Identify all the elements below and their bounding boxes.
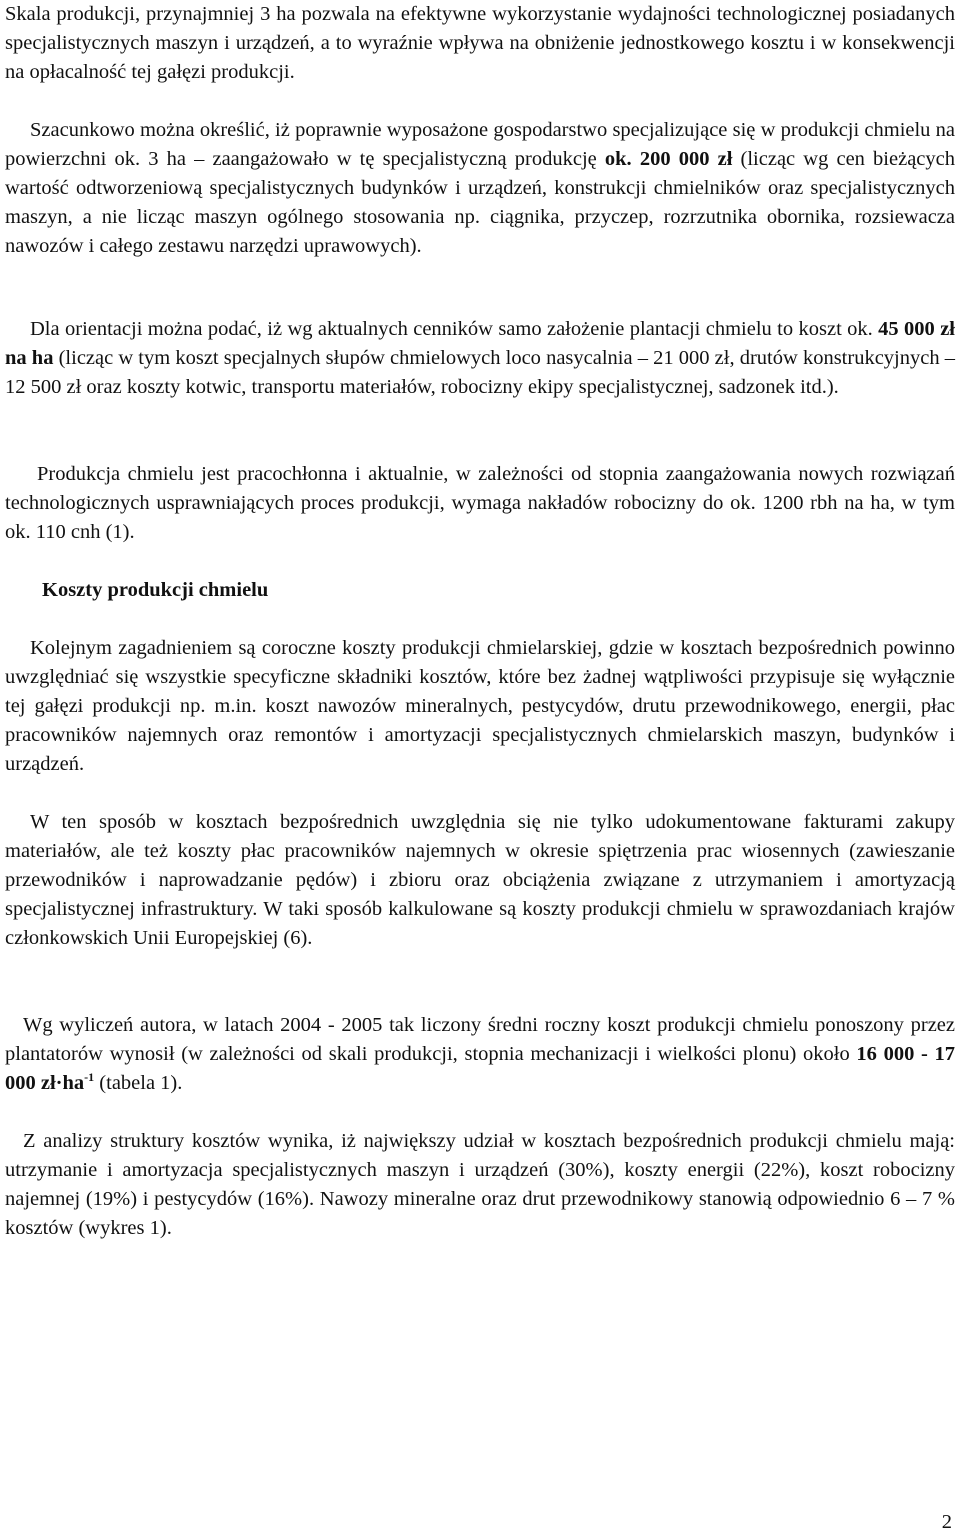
paragraph-investment-text-a: Szacunkowo można określić, iż poprawnie wyposażone gospodarstwo specjalizujące się w produkcji chmielu na powierzchni ok. 3 ha – zaangażowało w tę specjalistyczną produkcję — [5, 119, 955, 170]
paragraph-investment — [5, 116, 955, 261]
paragraph-annual-costs-text: Kolejnym zagadnieniem są coroczne koszty produkcji chmielarskiej, gdzie w kosztach bezpośrednich powinno uwzględniać się wszystkie specyficzne składniki kosztów, które bez żadnej wątpliwości przypisuje się wyłącznie tej gałęzi produkcji np. m.in. koszt nawozów mineralnych, pestycydów, drutu przewodnikowego, energii, płac pracowników najemnych oraz remontów i amortyzacji specjalistycznych chmielarskich maszyn, budynków i urządzeń. — [5, 637, 955, 775]
paragraph-author-text-a: Wg wyliczeń autora, w latach 2004 - 2005 tak liczony średni roczny koszt produkcji chmielu ponoszony przez plantatorów wynosił (w zależności od skali produkcji, stopnia mechanizacji i wielkości plonu) około — [5, 1014, 955, 1065]
paragraph-scale — [5, 0, 955, 87]
per-hectare-exponent: -1 — [84, 1070, 95, 1084]
paragraph-cost-structure — [5, 1127, 955, 1243]
paragraph-plantation-text-a: Dla orientacji można podać, iż wg aktualnych cenników samo założenie plantacji chmielu to koszt ok. — [30, 318, 879, 340]
section-heading: Koszty produkcji chmielu — [42, 579, 269, 601]
paragraph-author-text-b: (tabela 1). — [94, 1072, 183, 1094]
paragraph-annual-costs — [5, 634, 955, 779]
plantation-cost-amount: 45 000 zł na ha — [5, 318, 955, 369]
page-number: 2 — [941, 1511, 952, 1533]
paragraph-labor-text: Produkcja chmielu jest pracochłonna i aktualnie, w zależności od stopnia zaangażowania nowych rozwiązań technologicznych usprawniających proces produkcji, wymaga nakładów robocizny do ok. 1200 rbh na ha, w tym ok. 110 cnh (1). — [5, 463, 955, 543]
investment-amount: ok. 200 000 zł — [604, 148, 733, 170]
paragraph-labor — [5, 460, 955, 547]
paragraph-direct-costs-text: W ten sposób w kosztach bezpośrednich uwzględnia się nie tylko udokumentowane fakturami zakupy materiałów, ale też koszty płac pracowników najemnych w okresie spiętrzenia prac wiosennych (zawieszanie przewodników i naprowadzanie pędów) i zbioru oraz obciążenia związane z utrzymaniem i amortyzacją specjalistycznej infrastruktury. W taki sposób kalkulowane są koszty produkcji chmielu w sprawozdaniach krajów członkowskich Unii Europejskiej (6). — [5, 811, 955, 949]
paragraph-direct-costs — [5, 808, 955, 953]
paragraph-investment-text-b: (licząc wg cen bieżących wartość odtworzeniową specjalistycznych budynków i urządzeń, konstrukcji chmielników oraz specjalistycznych maszyn, a nie licząc maszyn ogólnego stosowania np. ciągnika, przyczep, rozrzutnika obornika, rozsiewacza nawozów i całego zestawu narzędzi uprawowych). — [5, 148, 955, 257]
paragraph-plantation-text-b: (licząc w tym koszt specjalnych słupów chmielowych loco nasycalnia – 21 000 zł, drutów konstrukcyjnych – 12 500 zł oraz koszty kotwic, transportu materiałów, robocizny ekipy specjalistycznej, sadzonek itd.). — [5, 347, 955, 398]
paragraph-plantation-cost — [5, 315, 955, 402]
paragraph-cost-structure-text: Z analizy struktury kosztów wynika, iż największy udział w kosztach bezpośrednich produkcji chmielu mają: utrzymanie i amortyzacja specjalistycznych maszyn i urządzeń (30%), koszty energii (22%), koszt robocizny najemnej (19%) i pestycydów (16%). Nawozy mineralne oraz drut przewodnikowy stanowią odpowiednio 6 – 7 % kosztów (wykres 1). — [5, 1130, 955, 1239]
paragraph-author-calculation — [5, 1011, 955, 1098]
paragraph-scale-text: Skala produkcji, przynajmniej 3 ha pozwala na efektywne wykorzystanie wydajności technologicznej posiadanych specjalistycznych maszyn i urządzeń, a to wyraźnie wpływa na obniżenie jednostkowego kosztu i w konsekwencji na opłacalność tej gałęzi produkcji. — [5, 3, 955, 83]
average-cost-value: 16 000 - 17 000 zł·ha — [5, 1043, 956, 1094]
